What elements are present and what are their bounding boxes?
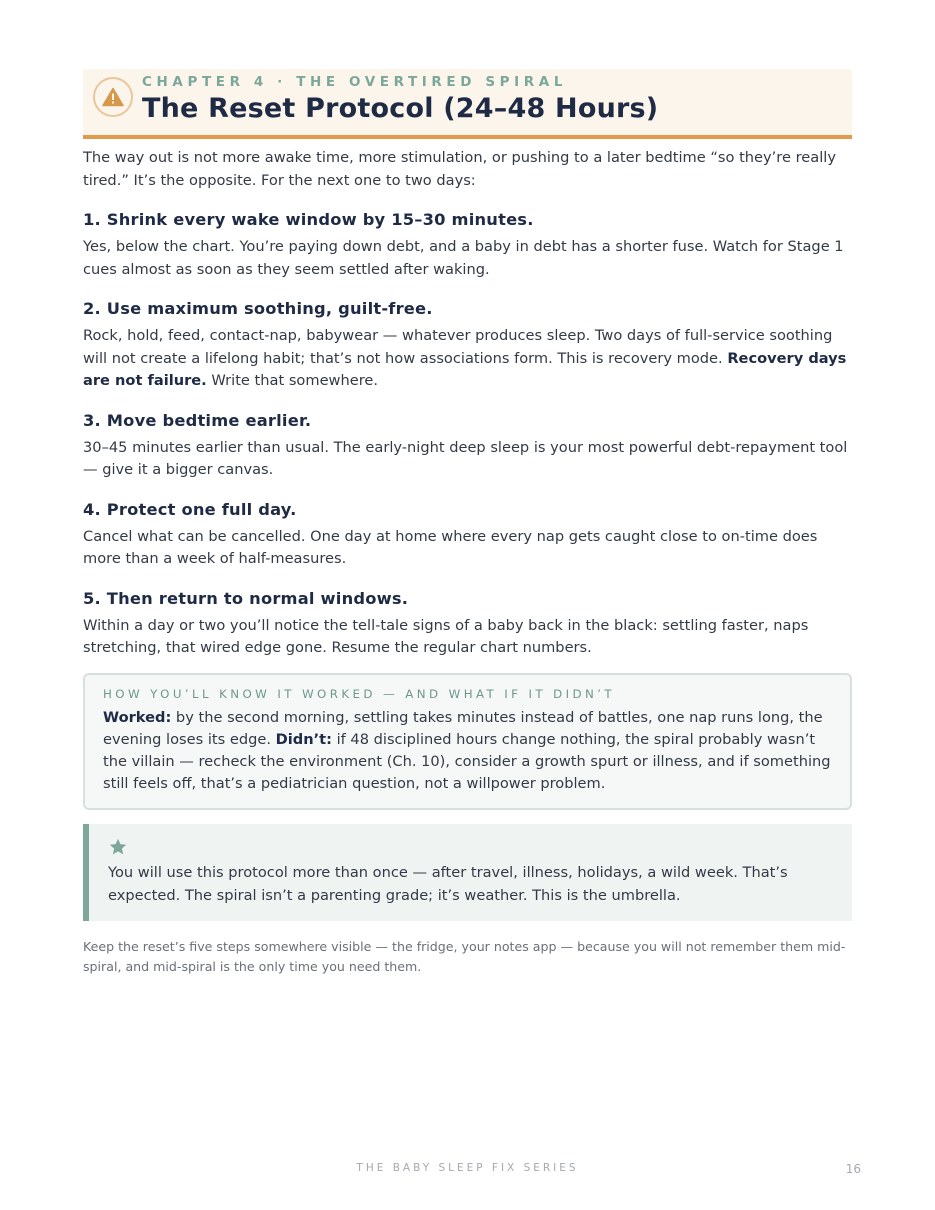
star-icon [108, 837, 128, 857]
step-4-heading: 4. Protect one full day. [83, 499, 297, 519]
page-number: 16 [845, 1162, 861, 1176]
step-2-heading: 2. Use maximum soothing, guilt-free. [83, 299, 433, 318]
step-5-heading: 5. Then return to normal windows. [83, 588, 409, 608]
warning-badge [93, 77, 133, 117]
step-2-tail: Write that somewhere. [206, 372, 379, 389]
step-1-heading: 1. Shrink every wake window by 15–30 minutes. [83, 210, 534, 229]
page-content [83, 69, 852, 989]
callout-box [83, 824, 852, 921]
worked-label: Worked: [103, 708, 172, 726]
callout-text: You will use this protocol more than once — after travel, illness, holidays, a wild week. That’s expected. The spiral isn’t a parenting grade; it’s weather. This is the umbrella. [108, 863, 788, 904]
worked-text: by the second morning, settling takes minutes instead of battles, one nap runs long, the evening loses its edge. [103, 708, 823, 748]
outcome-box [83, 673, 852, 810]
page-title: The Reset Protocol (24–48 Hours) [142, 93, 659, 124]
outcome-box-kicker: HOW YOU’LL KNOW IT WORKED — AND WHAT IF IT DIDN’T [103, 686, 615, 701]
warning-triangle-icon [102, 87, 124, 107]
footer-series-title: THE BABY SLEEP FIX SERIES [356, 1162, 579, 1174]
step-5-body: Within a day or two you’ll notice the tell-tale signs of a baby back in the black: settling faster, naps stretching, that wired edge gone. Resume the regular chart numbers. [83, 616, 809, 656]
didnt-label: Didn’t: [275, 730, 332, 748]
chapter-header [83, 69, 852, 139]
step-3-heading: 3. Move bedtime earlier. [83, 410, 312, 430]
step-4-body: Cancel what can be cancelled. One day at home where every nap gets caught close to on-time does more than a week of half-measures. [83, 527, 818, 567]
didnt-text: if 48 disciplined hours change nothing, the spiral probably wasn’t the villain — recheck the environment (Ch. 10), consider a growth spurt or illness, and if something still feels off, that’s a pediatrician question, not a willpower problem. [103, 730, 831, 792]
footnote: Keep the reset’s five steps somewhere visible — the fridge, your notes app — because you will not remember them mid-spiral, and mid-spiral is the only time you need them. [83, 938, 846, 974]
step-2-text: Rock, hold, feed, contact-nap, babywear — whatever produces sleep. Two days of full-service soothing will not create a lifelong habit; that’s not how associations form. This is recovery mode. [83, 327, 833, 367]
intro-paragraph: The way out is not more awake time, more stimulation, or pushing to a later bedtime “so they’re really tired.” It’s the opposite. For the next one to two days: [83, 149, 836, 189]
chapter-kicker: CHAPTER 4 · THE OVERTIRED SPIRAL [142, 74, 568, 90]
step-2-body [83, 325, 852, 393]
outcome-box-body [103, 707, 832, 795]
step-3-body: 30–45 minutes earlier than usual. The early-night deep sleep is your most powerful debt-repayment tool — give it a bigger canvas. [83, 438, 848, 478]
step-2-emphasis: Recovery days are not failure. [83, 349, 847, 389]
step-1-body: Yes, below the chart. You’re paying down debt, and a baby in debt has a shorter fuse. Watch for Stage 1 cues almost as soon as they seem settled after waking. [83, 238, 844, 278]
